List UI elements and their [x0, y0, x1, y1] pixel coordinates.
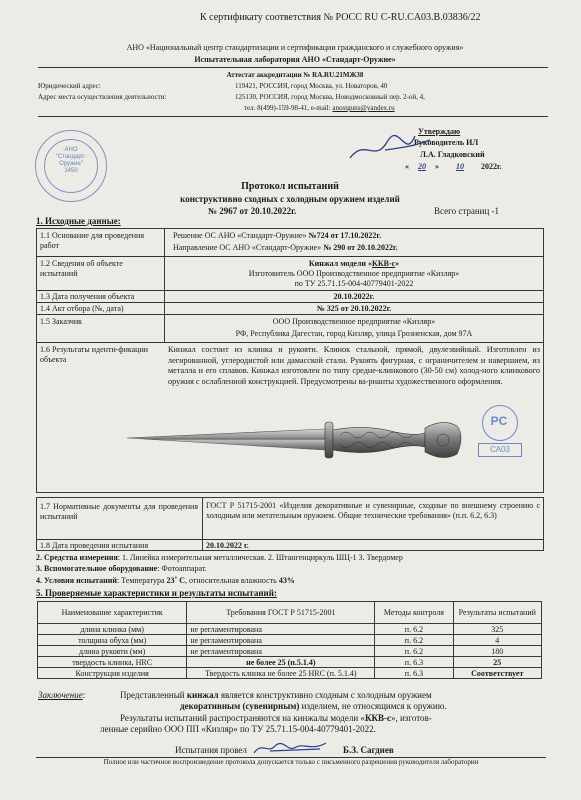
- section-1-title: 1. Исходные данные:: [36, 216, 121, 226]
- row-1-7-norms: ГОСТ Р 51715-2001 «Изделия декоративные и сувенирные, сходные по внешнему строению с холодным или метательным оружием. Общие технические требования» (п.п. 6.2, 6.3): [206, 501, 540, 520]
- row-1-1-direction: Направление ОС АНО «Стандарт-Оружие» № 290 от 20.10.2022г.: [173, 243, 398, 252]
- results-header-methods: Методы контроля: [375, 602, 453, 624]
- protocol-pages: Всего страниц -1: [434, 206, 500, 216]
- results-header-characteristic: Наименование характеристик: [38, 602, 187, 624]
- dagger-image: [125, 400, 500, 470]
- conclusion-line-4: ленные серийно ООО ПП «Кизляр» по ТУ 25.71.15-004-40779401-2022.: [100, 724, 376, 734]
- tester-name: Б.З. Сагдиев: [343, 745, 394, 755]
- email-link[interactable]: anostguns@yandex.ru: [332, 104, 395, 112]
- results-row: длина рукояти (мм) не регламентирована п. 6.2 180: [38, 646, 542, 657]
- conclusion-line-3: Результаты испытаний распространяются на кинжалы модели «ККВ-с», изготов-: [120, 713, 432, 723]
- activity-address: 125130, РОССИЯ, город Москва, Новодмосковный пер. 2-ой, 4,: [235, 93, 425, 101]
- approval-title: Утверждаю: [418, 127, 461, 136]
- stamp-line-4: 1450: [64, 168, 78, 174]
- row-1-8-value: 20.10.2022 г.: [206, 541, 249, 550]
- certificate-reference: К сертификату соответствия № РОСС RU С-RU.CA03.B.03836/22: [200, 12, 481, 23]
- row-1-3-value: 20.10.2022г.: [333, 292, 375, 301]
- row-1-4-value: № 325 от 20.10.2022г.: [316, 304, 392, 313]
- row-1-2-spec: по ТУ 25.71.15-004-40779401-2022: [294, 279, 414, 288]
- stamp-line-3: Оружие": [59, 161, 83, 167]
- certification-mark: PC СА03: [478, 405, 520, 459]
- activity-address-label: Адрес места осуществления деятельности:: [38, 93, 167, 101]
- tester-signature: [250, 737, 330, 759]
- row-1-2-object: Кинжал модели «ККВ-с»: [308, 259, 400, 268]
- measuring-tools: 2. Средства измерения: 1. Линейка измерительная металлическая. 2. Штангенциркуль ШЦ-1 3. Твердомер: [36, 553, 403, 562]
- approval-position: Руководитель ИЛ: [414, 138, 479, 147]
- row-1-1-decision: Решение ОС АНО «Стандарт-Оружие» №724 от 17.10.2022г.: [173, 231, 382, 240]
- contacts: тел. 8(499)-159-98-41, e-mail: anostguns@yandex.ru: [244, 104, 395, 112]
- reproduction-disclaimer: Полное или частичное воспроизведение протокола допускается только с письменного разрешения руководителя лаборатории: [103, 758, 479, 766]
- row-1-5-customer: ООО Производственное предприятие «Кизляр»: [272, 317, 436, 326]
- row-1-4-label: 1.4 Акт отбора (№, дата): [40, 304, 124, 313]
- row-1-2-label: 1.2 Сведения об объекте испытаний: [40, 259, 123, 278]
- approval-date: « 20 » 10 2022г.: [405, 162, 502, 171]
- row-1-6-identification: Кинжал состоит из клинка и рукояти. Клинок стальной, прямой, двулезвийный. Изготовлен из легированной, углеродистой или дамасской стали. Рукоять фигурная, с ограничителем и навершием, из металла и его сплавов. Кинжал изготовлен по типу средне-клинкового (30-50 см) холод-ного клинкового оружия с ослабленной конструкцией. Предусмотрены ва-рианты художественного оформления.: [168, 345, 540, 386]
- row-1-3-label: 1.3 Дата получения объекта: [40, 292, 135, 301]
- approval-day: 20: [418, 162, 426, 171]
- results-row: толщина обуха (мм) не регламентирована п. 6.2 4: [38, 635, 542, 646]
- legal-address: 119421, РОССИЯ, город Москва, ул. Новаторов, 40: [235, 82, 388, 90]
- organization-name: АНО «Национальный центр стандартизации и сертификации гражданского и служебного оружия»: [126, 43, 464, 52]
- row-1-1-label: 1.1 Основание для проведения работ: [40, 231, 145, 250]
- approval-name: Л.А. Гладковский: [420, 150, 485, 159]
- row-1-2-manufacturer: Изготовитель ООО Производственное предприятие «Кизляр»: [248, 269, 460, 278]
- accreditation: Аттестат аккредитации № RA.RU.21МЖ38: [226, 71, 364, 79]
- results-row: Конструкция изделия Твердость клинка не более 25 HRC (п. 5.1.4) п. 6.3 Соответствует: [38, 668, 542, 679]
- results-header-requirements: Требования ГОСТ Р 51715-2001: [187, 602, 375, 624]
- legal-address-label: Юридический адрес:: [38, 82, 101, 90]
- row-1-5-address: РФ, Республика Дагестан, город Кизляр, улица Грозненская, дом 97А: [235, 329, 473, 338]
- protocol-title: Протокол испытаний: [241, 181, 339, 192]
- protocol-number: № 2967 от 20.10.2022г.: [208, 206, 297, 216]
- certification-mark-code: СА03: [478, 443, 522, 457]
- conclusion-label: Заключение:: [38, 690, 86, 700]
- row-1-7-label: 1.7 Нормативные документы для проведения испытаний: [40, 502, 198, 521]
- auxiliary-equipment: 3. Вспомогательное оборудование: Фотоаппарат.: [36, 564, 207, 573]
- protocol-subtitle: конструктивно сходных с холодным оружием изделий: [180, 194, 400, 204]
- stamp-line-2: "Стандарт-: [55, 154, 87, 160]
- section-5-title: 5. Проверяемые характеристики и результаты испытаний:: [36, 588, 277, 598]
- row-1-5-label: 1.5 Заказчик: [40, 317, 83, 326]
- results-row: длина клинка (мм) не регламентирована п. 6.2 325: [38, 624, 542, 635]
- approval-signature: [345, 128, 435, 168]
- approval-month: 10: [456, 162, 464, 171]
- stamp-line-1: АНО: [64, 147, 78, 153]
- laboratory-name: Испытательная лаборатория АНО «Стандарт-Оружие»: [194, 55, 396, 64]
- conclusion-line-2: декоративным (сувенирным) изделием, не относящимся к оружию.: [180, 701, 447, 711]
- results-table: [37, 601, 542, 679]
- results-row: твердость клинка, HRC не более 25 (п.5.1.4) п. 6.3 25: [38, 657, 542, 668]
- laboratory-stamp: [35, 130, 107, 202]
- row-1-8-label: 1.8 Дата проведения испытания: [40, 541, 149, 550]
- results-header-results: Результаты испытаний: [453, 602, 541, 624]
- tested-by-label: Испытания провел: [175, 745, 247, 755]
- conclusion-line-1: Представленный кинжал является конструктивно сходным с холодным оружием: [120, 690, 432, 700]
- row-1-6-label: 1.6 Результаты иденти-фикации объекта: [40, 345, 149, 364]
- test-conditions: 4. Условия испытаний: Температура 23˚ С, относительная влажность 43%: [36, 576, 295, 585]
